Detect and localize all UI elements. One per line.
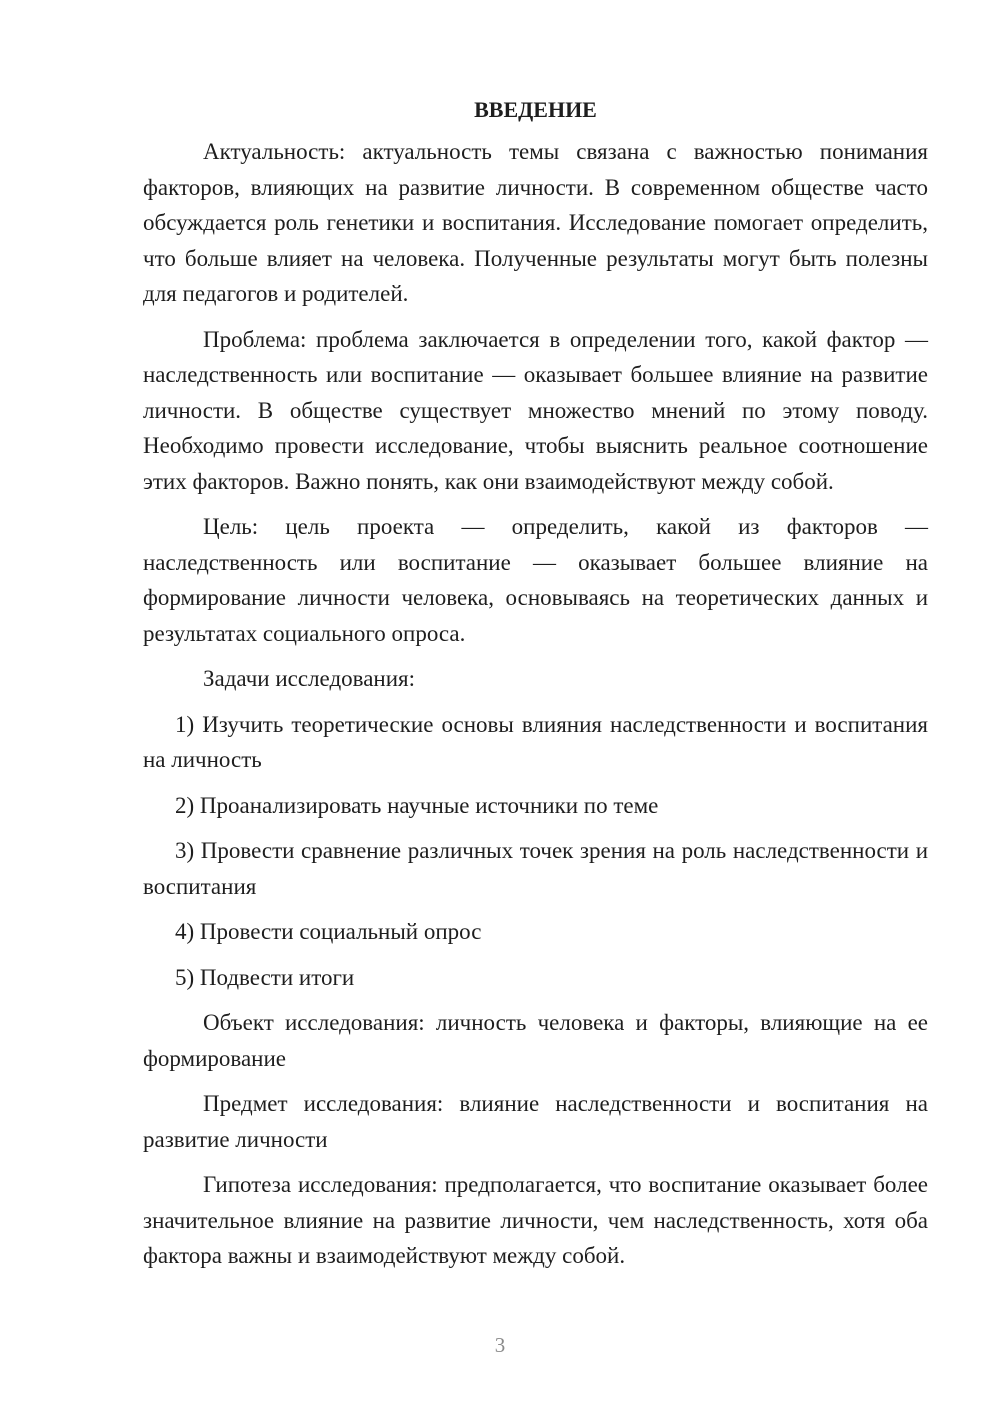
page-title: ВВЕДЕНИЕ: [474, 97, 597, 122]
goal-paragraph: Цель: цель проекта — определить, какой из факторов — наследственность или воспитание — оказывает большее влияние на формирование личности человека, основываясь на теоретических данных и результатах социального опроса.: [143, 514, 928, 646]
relevance-paragraph: Актуальность: актуальность темы связана с важностью понимания факторов, влияющих на развитие личности. В современном обществе часто обсуждается роль генетики и воспитания. Исследование помогает определить, что больше влияет на человека. Полученные результаты могут быть полезны для педагогов и родителей.: [143, 139, 928, 306]
hypothesis-paragraph: Гипотеза исследования: предполагается, что воспитание оказывает более значительное влияние на развитие личности, чем наследственность, хотя оба фактора важны и взаимодействуют между собой.: [143, 1172, 928, 1268]
subject-paragraph: Предмет исследования: влияние наследственности и воспитания на развитие личности: [143, 1091, 928, 1152]
page-number: 3: [494, 1333, 506, 1357]
task-item-5: 5) Подвести итоги: [175, 964, 355, 990]
object-paragraph: Объект исследования: личность человека и факторы, влияющие на ее формирование: [143, 1010, 928, 1071]
task-item-4: 4) Провести социальный опрос: [175, 919, 482, 944]
task-item-3: 3) Провести сравнение различных точек зрения на роль наследственности и воспитания: [143, 838, 928, 899]
tasks-heading: Задачи исследования:: [203, 666, 416, 691]
task-item-1: 1) Изучить теоретические основы влияния наследственности и воспитания на личность: [143, 711, 928, 772]
problem-paragraph: Проблема: проблема заключается в определении того, какой фактор — наследственность или воспитание — оказывает большее влияние на развитие личности. В обществе существует множество мнений по этому поводу. Необходимо провести исследование, чтобы выяснить реальное соотношение этих факторов. Важно понять, как они взаимодействуют между собой.: [143, 326, 928, 494]
task-item-2: 2) Проанализировать научные источники по теме: [175, 792, 659, 818]
document-body: [143, 92, 928, 1284]
